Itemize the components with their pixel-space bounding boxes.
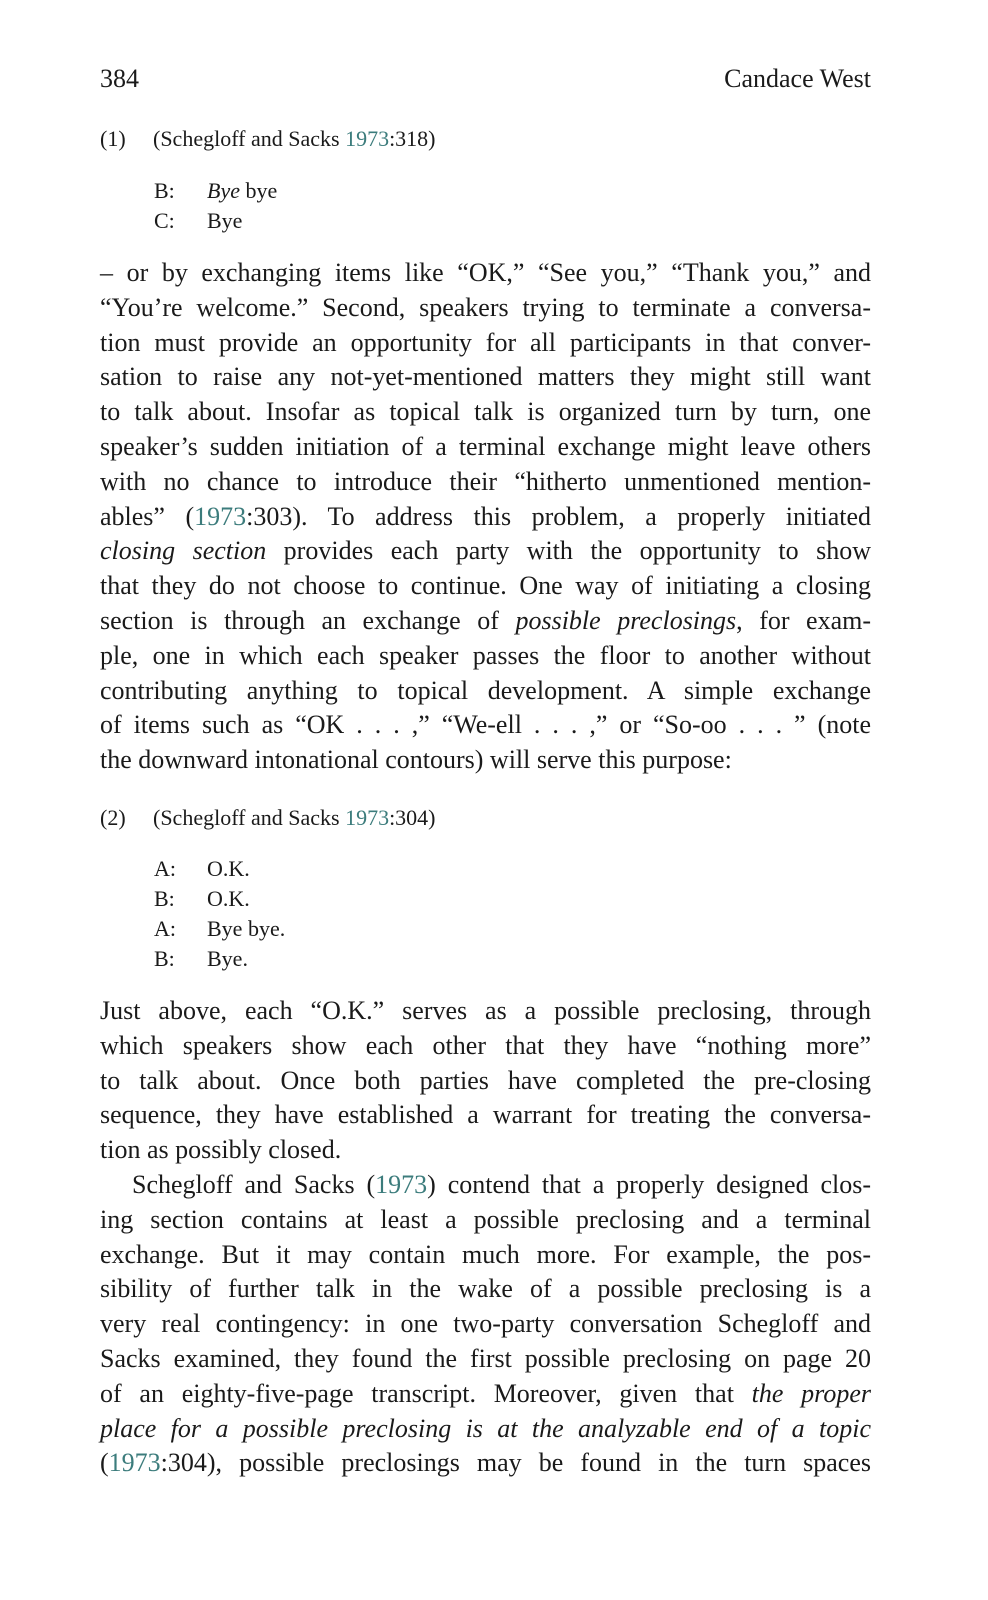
citation-year-link[interactable]: 1973 bbox=[108, 1448, 161, 1478]
text-line: of items such as “OK . . . ,” “We-ell . . . ,” or “So-oo . . . ” (note bbox=[100, 710, 871, 740]
text-line: very real contingency: in one two-party conversation Schegloff and bbox=[100, 1309, 871, 1339]
transcript-turn bbox=[154, 884, 285, 914]
citation-page: :304) bbox=[389, 805, 436, 830]
turn-text: Bye. bbox=[207, 946, 248, 971]
citation-text: (Schegloff and Sacks bbox=[153, 126, 346, 151]
speaker-label: B: bbox=[154, 886, 175, 911]
text-line bbox=[100, 1168, 871, 1203]
citation-text: (Schegloff and Sacks bbox=[153, 805, 346, 830]
text-line: that they do not choose to continue. One way of initiating a closing bbox=[100, 571, 871, 601]
citation-page: :318) bbox=[389, 126, 436, 151]
example-number: (2) bbox=[100, 805, 126, 830]
text-line: sequence, they have established a warrant for treating the conversa- bbox=[100, 1100, 871, 1130]
turn-text: Bye bbox=[207, 208, 243, 233]
example-2-transcript bbox=[154, 854, 285, 974]
turn-text-italic: Bye bbox=[207, 178, 240, 203]
citation-year-link[interactable]: 1973 bbox=[194, 501, 247, 531]
text-line: – or by exchanging items like “OK,” “See you,” “Thank you,” and bbox=[100, 258, 871, 287]
text-line bbox=[100, 1446, 871, 1481]
text-line: the downward intonational contours) will serve this purpose: bbox=[100, 745, 732, 775]
example-2-heading bbox=[100, 805, 436, 831]
text-line: with no chance to introduce their “hitherto unmentioned mention- bbox=[100, 466, 871, 496]
text-run: :304), possible preclosings may be found in the turn spaces bbox=[160, 1448, 871, 1478]
text-line bbox=[100, 1377, 871, 1412]
text-line: sibility of further talk in the wake of a possible preclosing is a bbox=[100, 1274, 871, 1304]
example-1-heading bbox=[100, 126, 436, 152]
text-line bbox=[100, 604, 871, 639]
text-line: “You’re welcome.” Second, speakers trying to terminate a conversa- bbox=[100, 292, 871, 322]
text-line: to talk about. Once both parties have completed the pre-closing bbox=[100, 1065, 871, 1095]
speaker-label: A: bbox=[154, 916, 176, 941]
citation-year-link[interactable]: 1973 bbox=[375, 1170, 428, 1199]
transcript-turn bbox=[154, 176, 277, 206]
page-number: 384 bbox=[100, 64, 139, 93]
text-run: section is through an exchange of bbox=[100, 605, 516, 635]
text-line: Just above, each “O.K.” serves as a possible preclosing, through bbox=[100, 996, 871, 1025]
text-line: Sacks examined, they found the first possible preclosing on page 20 bbox=[100, 1343, 871, 1373]
italic-term: closing section bbox=[100, 536, 267, 566]
text-line: tion as possibly closed. bbox=[100, 1135, 342, 1165]
speaker-label: C: bbox=[154, 208, 175, 233]
citation-year-link[interactable]: 1973 bbox=[345, 805, 390, 830]
text-line: contributing anything to topical development. A simple exchange bbox=[100, 675, 871, 705]
text-run: ) contend that a properly designed clos- bbox=[427, 1170, 872, 1199]
transcript-turn bbox=[154, 206, 277, 236]
transcript-turn bbox=[154, 914, 285, 944]
text-run: provides each party with the opportunity to show bbox=[266, 536, 871, 566]
text-run: ( bbox=[100, 1448, 109, 1478]
italic-term: possible preclosings bbox=[515, 605, 737, 635]
text-run: of an eighty-five-page transcript. Moreover, given that bbox=[100, 1378, 752, 1408]
text-line bbox=[100, 1412, 871, 1447]
text-line: speaker’s sudden initiation of a terminal exchange might leave others bbox=[100, 431, 871, 461]
transcript-turn bbox=[154, 944, 285, 974]
text-line: ing section contains at least a possible preclosing and a terminal bbox=[100, 1204, 871, 1234]
body-paragraph-3 bbox=[100, 1168, 871, 1481]
body-paragraph-2 bbox=[100, 994, 871, 1168]
text-run: :303). To address this problem, a properly initiated bbox=[246, 501, 871, 531]
turn-text: Bye bye. bbox=[207, 916, 286, 941]
text-line bbox=[100, 534, 871, 569]
example-1-transcript bbox=[154, 176, 277, 236]
text-run: Schegloff and Sacks ( bbox=[132, 1170, 376, 1199]
speaker-label: B: bbox=[154, 178, 175, 203]
text-line: to talk about. Insofar as topical talk is organized turn by turn, one bbox=[100, 397, 871, 427]
text-line: tion must provide an opportunity for all participants in that conver- bbox=[100, 327, 871, 357]
italic-term: the proper bbox=[751, 1378, 871, 1408]
example-number: (1) bbox=[100, 126, 126, 151]
text-line: which speakers show each other that they have “nothing more” bbox=[100, 1030, 871, 1060]
text-run: , for exam- bbox=[736, 605, 872, 635]
page-header bbox=[100, 64, 871, 98]
text-line: exchange. But it may contain much more. For example, the pos- bbox=[100, 1239, 871, 1269]
transcript-turn bbox=[154, 854, 285, 884]
speaker-label: A: bbox=[154, 856, 176, 881]
running-head: Candace West bbox=[724, 64, 871, 93]
text-line bbox=[100, 500, 871, 535]
text-run: ables” ( bbox=[100, 501, 195, 531]
turn-text: O.K. bbox=[207, 856, 250, 881]
turn-text: O.K. bbox=[207, 886, 250, 911]
italic-term: place for a possible preclosing is at the analyzable end of a topic bbox=[100, 1413, 871, 1443]
citation-year-link[interactable]: 1973 bbox=[345, 126, 390, 151]
body-paragraph-1 bbox=[100, 256, 871, 778]
turn-text: bye bbox=[239, 178, 278, 203]
speaker-label: B: bbox=[154, 946, 175, 971]
text-line: sation to raise any not-yet-mentioned matters they might still want bbox=[100, 362, 871, 392]
text-line: ple, one in which each speaker passes the floor to another without bbox=[100, 640, 871, 670]
